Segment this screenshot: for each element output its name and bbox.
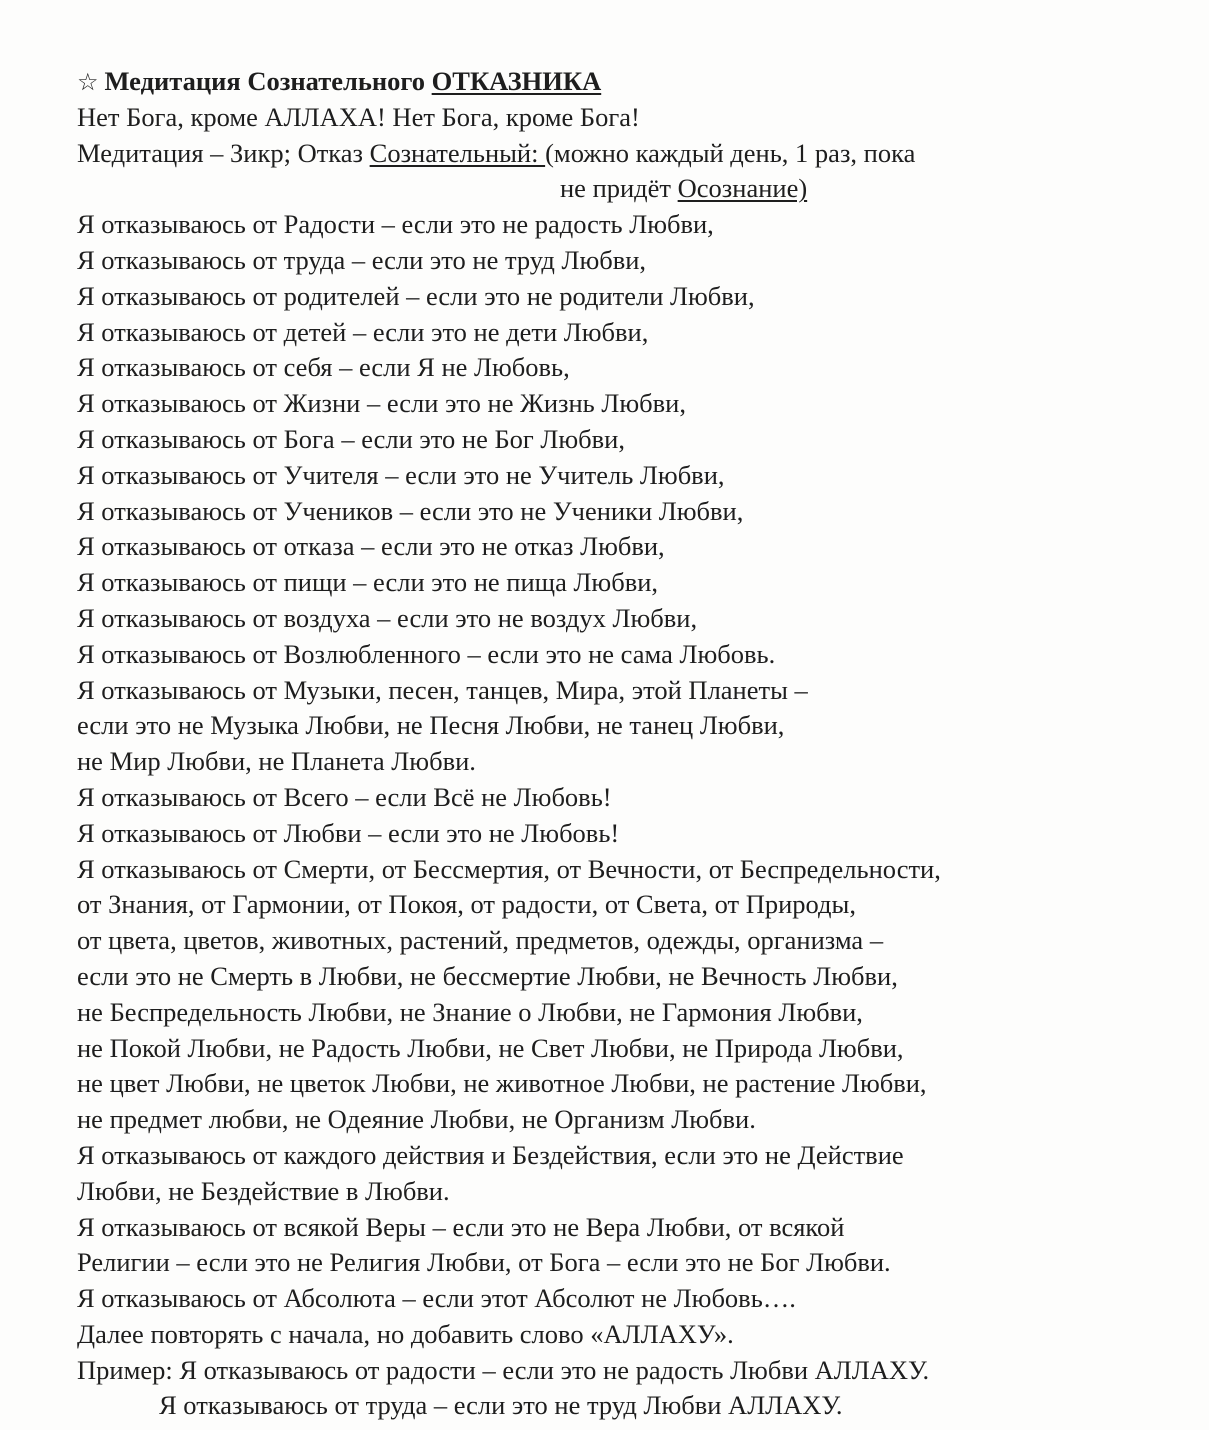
intro-part2: Сознательный:	[369, 137, 546, 168]
meditation-lines	[77, 207, 1177, 1388]
document-title	[77, 64, 1177, 100]
text-line: Я отказываюсь от труда – если это не труд Любви,	[77, 244, 647, 275]
title-prefix: Медитация Сознательного	[104, 66, 432, 96]
text-line: не Покой Любви, не Радость Любви, не Свет Любви, не Природа Любви,	[77, 1032, 904, 1063]
subtitle: Нет Бога, кроме АЛЛАХА! Нет Бога, кроме Бога!	[77, 101, 640, 132]
text-line: Далее повторять с начала, но добавить слово «АЛЛАХУ».	[77, 1318, 734, 1349]
document-page	[77, 64, 1177, 1424]
text-line: если это не Смерть в Любви, не бессмертие Любви, не Вечность Любви,	[77, 960, 898, 991]
text-line: не предмет любви, не Одеяние Любви, не Организм Любви.	[77, 1104, 756, 1135]
text-line: Пример: Я отказываюсь от радости – если это не радость Любви АЛЛАХУ.	[77, 1354, 930, 1385]
text-line: Я отказываюсь от Бога – если это не Бог Любви,	[77, 423, 625, 454]
intro-cont1: не придёт	[560, 173, 678, 204]
text-line: Я отказываюсь от Учителя – если это не Учитель Любви,	[77, 459, 725, 490]
text-line: если это не Музыка Любви, не Песня Любви, не танец Любви,	[77, 710, 785, 741]
intro-continuation	[77, 171, 1177, 207]
text-line: Я отказываюсь от Возлюбленного – если это не сама Любовь.	[77, 638, 776, 669]
example-continuation: Я отказываюсь от труда – если это не труд Любви АЛЛАХУ.	[159, 1390, 843, 1421]
text-line: Я отказываюсь от всякой Веры – если это не Вера Любви, от всякой	[77, 1211, 845, 1242]
text-line: Я отказываюсь от пищи – если это не пища Любви,	[77, 567, 659, 598]
text-line: Любви, не Бездействие в Любви.	[77, 1175, 450, 1206]
text-line: от цвета, цветов, животных, растений, предметов, одежды, организма –	[77, 925, 884, 956]
text-line: Я отказываюсь от отказа – если это не отказ Любви,	[77, 531, 665, 562]
text-line: не цвет Любви, не цветок Любви, не животное Любви, не растение Любви,	[77, 1068, 927, 1099]
star-outline-icon: ☆	[77, 68, 99, 96]
intro-cont2: Осознание)	[677, 173, 808, 204]
text-line: Религии – если это не Религия Любви, от Бога – если это не Бог Любви.	[77, 1247, 891, 1278]
text-line: Я отказываюсь от Смерти, от Бессмертия, от Вечности, от Беспредельности,	[77, 853, 941, 884]
text-line: Я отказываюсь от Жизни – если это не Жизнь Любви,	[77, 388, 686, 419]
intro-line	[77, 136, 1177, 172]
text-line: Я отказываюсь от Учеников – если это не Ученики Любви,	[77, 495, 744, 526]
text-line: Я отказываюсь от Абсолюта – если этот Абсолют не Любовь….	[77, 1283, 796, 1314]
text-line: не Беспредельность Любви, не Знание о Любви, не Гармония Любви,	[77, 996, 863, 1027]
title-underlined: ОТКАЗНИКА	[431, 66, 602, 96]
text-line: Я отказываюсь от детей – если это не дети Любви,	[77, 316, 649, 347]
text-line: Я отказываюсь от воздуха – если это не воздух Любви,	[77, 602, 698, 633]
text-line: Я отказываюсь от Всего – если Всё не Любовь!	[77, 781, 612, 812]
text-line: Я отказываюсь от каждого действия и Бездействия, если это не Действие	[77, 1139, 904, 1170]
text-line: не Мир Любви, не Планета Любви.	[77, 746, 476, 777]
text-line: Я отказываюсь от себя – если Я не Любовь,	[77, 352, 570, 383]
text-line: Я отказываюсь от Радости – если это не радость Любви,	[77, 209, 714, 240]
text-line: Я отказываюсь от родителей – если это не родители Любви,	[77, 280, 755, 311]
text-line: Я отказываюсь от Музыки, песен, танцев, Мира, этой Планеты –	[77, 674, 808, 705]
text-line: Я отказываюсь от Любви – если это не Любовь!	[77, 817, 620, 848]
intro-part3: (можно каждый день, 1 раз, пока	[545, 137, 916, 168]
text-line: от Знания, от Гармонии, от Покоя, от радости, от Света, от Природы,	[77, 889, 856, 920]
intro-part1: Медитация – Зикр; Отказ	[77, 137, 370, 168]
